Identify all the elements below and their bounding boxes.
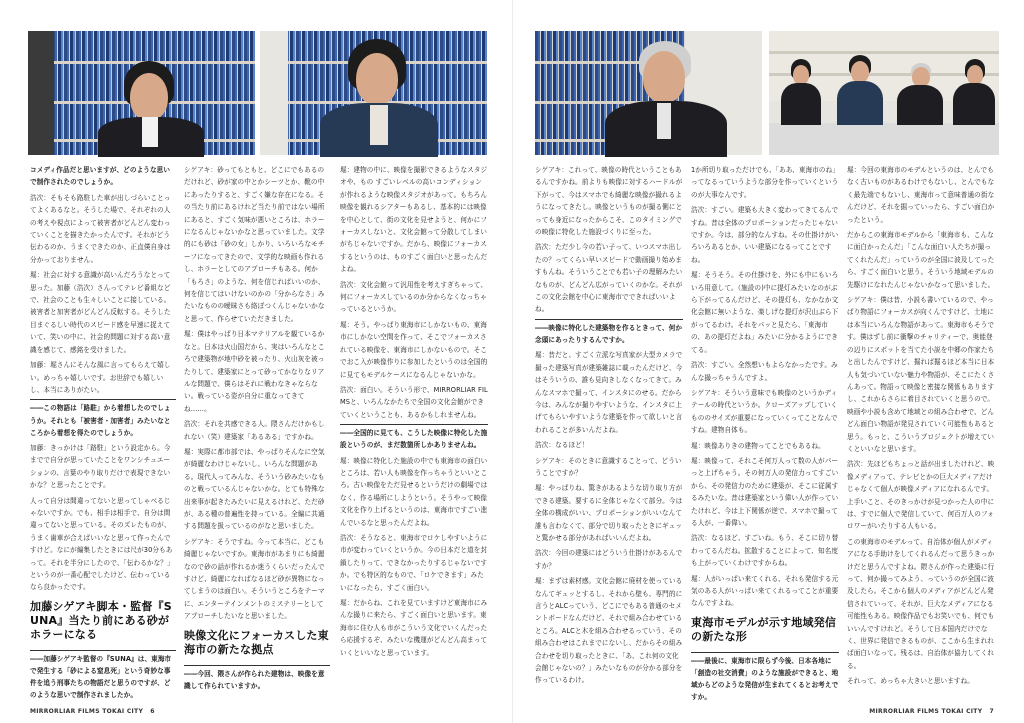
answer-paragraph: 加藤：堀さんにそんな風に言ってもらえて嬉しい。めっちゃ嬉しいです。お世辞でも嬉しいし、本当にありがたい。	[30, 361, 171, 394]
right-page	[512, 0, 1024, 723]
left-column-3	[340, 164, 488, 684]
photo-kuma-kengo	[535, 31, 762, 155]
section-heading: 加藤シゲアキ脚本・監督『SUNA』当たり前にある砂がホラーになる	[30, 599, 172, 641]
photo-kato-koji	[28, 31, 255, 155]
answer-paragraph: 堀：人がいっぱい来てくれる、それも発信する元気のある人がいっぱい来てくれるってことが重要なんですよね。	[691, 574, 839, 608]
left-column-2	[184, 164, 330, 690]
section-heading: 映像文化にフォーカスした東海市の新たな拠点	[184, 628, 329, 656]
answer-paragraph: シゲアキ：そのときに意識することって、どういうことですか？	[535, 456, 682, 477]
answer-paragraph: 堀：そう。やっぱり東海市にしかないもの、東海市にしかない空間を作って、そこでフォーカスされている映像を、東海市にしかないもので。そこでおこ入が映像作りに参加したというのは全国的に見てもモデルケースになるんじゃないかな。	[340, 320, 488, 379]
answer-paragraph: 堀：やっぱりね、驚きがあるような切り取り方ができる建築。要するに全体じゃなくて部分。今は全体の構成がいい、プロポーションがいいなんて誰も言わなくて、部分で切り取ったときにギュッと驚かせる部分があればいいんだよね。	[535, 484, 683, 542]
question-lead: ――今回、隈さんが作られた建物は、映像を意識して作られていますか。	[184, 665, 330, 692]
right-column-1	[535, 164, 683, 684]
answer-paragraph: 堀：今回の東海市のモデルというのは、とんでもなく古いものがあるわけでもないし、とんでもなく最先端でもないし、東海市って意味普通の街なんだけど、それを掘っていったら、すごい面白かったという。	[847, 166, 995, 224]
answer-paragraph: 堀：映像に特化した施設の中でも東海市の面白いところは、若い人も映像を作っちゃうといいところ。古い映像をただ見せるというだけの劇場ではなく、作る場所にしようという。そうやって映像文化を作り上げるというのは、東海市ですごい進んでいるなと思ったんだよね。	[340, 456, 488, 527]
answer-paragraph: 堀：そうそう。その仕掛けを、外にも中にもいろいろ用意して。（施設の)中に提灯みたいなのがぶら下がってるんだけど、その提灯も、なかなか文化会館に無いような、楽しげな提灯が沢山ぶら下がってるわけ。それをパッと見たら、「東海市の、あの提灯だよね」みたいに分かるようにできてる。	[691, 271, 839, 354]
answer-paragraph: 堀：昔だと、すごく立派な写真家が大型カメラで撮った建築写真が建築雑誌に載ったんだけど、今はそういうの、誰も見向きしなくなってきて。みんなスマホで撮って、インスタにのせる。だから今は、みんなが撮りやすいような、インスタに上げてもらいやすいような建築を作って欲しいと言われることが多いんだよね。	[535, 351, 683, 434]
photo-group-table	[769, 31, 999, 155]
answer-paragraph: 浩次：すごい。建築も大きく変わってきてるんですね。昔は全体のプロポーションだったじゃないですか。今は、部分的なんすね。その仕掛けがいろいろあるとか、いい建築になるってことですね。	[691, 206, 839, 264]
answer-paragraph: 堀：社会に対する意識が高いんだろうなとって思った。加藤（浩次）さんってテレビ番組などで、社会のことも生々しいことに接している。被害者と加害者がどんどん反転する。そうした目まぐるしい時代のスピード感を早速に捉えていて、笑いの中に、社会的問題に対する高い意識を感じて、感銘を受けました。	[30, 271, 171, 354]
right-column-2	[691, 164, 839, 702]
answer-paragraph: 堀：まずは素材感。文化会館に廃材を使っているなんてギュッとするし、それから壁も、専門的に言うとALCっていう、どこにでもある普通のセメントボードなんだけど、それで組み合わせているところ。ALCと木を組み合わせるっていう、その組み合わせはこれまでにないし、だからその組み合わせを切り取ったときに、「あ、これ何の文化会館じゃないの？」みたいなものが分かる部分を作っているわけ。	[535, 577, 683, 685]
answer-paragraph: 浩次：先ほどもちょっと話が出ましたけれど、映像メディアって、テレビとかの巨大メディアだけじゃなくて個人が映像メディアになれるんです。上手いこと、そのきっかけが見つかった人の中には、すでに個人で発信していて、何百万人のフォロワーがいたりする人もいる。	[847, 460, 995, 531]
answer-paragraph: 浩次：なるほど、すごいね。もう、そこに切り替わってるんだね。拡散することによって、知名度も上がっていくわけですからね。	[691, 534, 839, 568]
answer-paragraph: だからこの東海市モデルから「東海市も、こんなに面白かったんだ」「こんな面白い人たちが撮ってくれたんだ」っていうのが全国に波及してったら、すごく面白いと思う。そういう地域モデルの先駆けになれたんじゃないかなって思いました。	[847, 231, 995, 289]
answer-paragraph: 浩次：ただ少し今の若い子って、いつスマホ出したの？ってくらい早いスピードで動画撮り始めますもんね。そういうことでも若い子の理解みたいなものが、どんどん広がっていくのかな。それがこの文化会館を中心に東海市でできればいいよね。	[535, 243, 683, 314]
answer-paragraph: 堀：だからね、これを見ていますけど東海市にみんな撮りに来たら、すごく面白いと思います。東海市に住む人も市がこういう文化でいくんだったら応援するぞ、みたいな機運がどんどん高まっていくといいなと思っています。	[340, 599, 488, 657]
answer-paragraph: それって、めっちゃ大きいと思いますね。	[847, 677, 974, 686]
question-text: コメディ作品だと思いますが、どのような思いで制作されたのでしょうか。	[30, 166, 171, 187]
answer-paragraph: シゲアキ：これって、映像の時代ということもあるんですかね。前よりも映像に対するハードルが下がって、今はスマホでも綺麗な映像が撮れるようになってきたし。映像というものが撮る側にとっても身近になったからこそ、このタイミングでの映像に特化した施設づくりに至った。	[535, 166, 683, 237]
answer-paragraph: シゲアキ：僕は昔、小説も書いているので、やっぱり物語にフォーカスが向くんですけど、土地には本当にいろんな物語があって。東海市もそうです。僕はずし前に衝撃のチャリティーで、奥能登の辺りにスポットを当てた小説を中郷の作家たちと出したんですけど、掘れば掘るほど本当に日本人も気づいていない魅力や物語が、そこにたくさんあって。物語って映像と密接な関係もありますし、これからさらに着目されていくと思うので。映画や小説も含めて地域との組み合わせで、どんどん面白い物語が発見されていく可能性もあると思う。もっと、こういうプロジェクトが増えていくといいなと思います。	[847, 296, 995, 453]
section-heading: 東海市モデルが示す地域発信の新たな形	[691, 615, 837, 643]
answer-paragraph: この東海市のモデルって、自治体が個人がメディアになる手助けをしてくれるんだって思うきっかけだと思うんですよね。隈さんが作った建築に行って、何か撮ってみよう、っていうのが全国に波及したら。そこから個人のメディアがどんどん発信されていって、それが、巨大なメディアになる可能性もある。映像作品でもお笑いでも、何でもいいんですけれど。そうして日本国内だけでなく、世界に発信できるものが、ここから生まれれば面白いなって。残るは、自治体が協力してくれる。	[847, 537, 995, 670]
page-footer	[869, 708, 994, 715]
answer-paragraph: 浩次：今回の建築にはどういう仕掛けがあるんですか？	[535, 549, 683, 570]
question-lead: ――映像に特化した建築物を作るときって、何か念頭にあったりするんですか。	[535, 319, 683, 346]
answer-paragraph: 浩次：そうなると、東海市でロケしやすいように市が変わっていくというか。今の日本だと道を封鎖したりって、できなかったりするじゃないですか。でも特区的なもので、「ロケできます」みたいになったら、すごく面白い。	[340, 533, 488, 592]
right-column-3	[847, 164, 997, 684]
answer-paragraph: 堀：僕はやっぱり日本マテリアルを観ているかなと。日本は火山国だから、実はいろんなところで建築物が地中砂を被ったり、火山灰を被ったりして、建築家にとって砂ってかなりなリアルな問題で、僕らはそれに戦わなきゃならない。戦っている姿が自分に重なってきてね……。	[184, 330, 325, 413]
answer-paragraph: 人って自分は間違ってないと思ってしゃべるじゃないですか。でも、相手は相手で、自分は間違ってないと思っている。そのズレたものが、うまく歯車が合えばいいなと思って作ったんですけど。なにが編集したときには尺が30分もあって。それを半分にしたので、「伝わるかな？」というのが一番心配でしたけど、伝わっているなら良かったです。	[30, 496, 174, 592]
page-footer	[30, 708, 155, 715]
photo-kato-shigeaki	[260, 31, 487, 155]
page-number: 7	[989, 708, 994, 715]
question-lead: ――加藤シゲアキ監督の『SUNA』は、東海市で発生する「砂による窒息死」という奇妙な事件を追う刑事たちの物語だと思うのですが、どのような思いで制作されましたか。	[30, 650, 176, 702]
page-number: 6	[150, 708, 155, 715]
question-lead: ――この物語は「路駐」から着想したのでしょうか。それとも「被害者・加害者」みたいなところから着想を得たのでしょうか。	[30, 399, 176, 439]
answer-paragraph: 浩次：それを共感できる人。隈さんだけかもしれない（笑）建築家「あるある」ですかね。	[184, 420, 325, 441]
answer-paragraph: 浩次：なるほど！	[535, 441, 589, 450]
answer-paragraph: 浩次：面白い。そういう形で、MIRRORLIAR FILMSと、いろんなかたちで全国の文化会館ができていくということも、あるかもしれませんね。	[340, 385, 488, 419]
question-lead: ――全国的に見ても、こうした映像に特化した施設というのが、まだ数箇所しかありませんね。	[340, 424, 488, 451]
answer-paragraph: 1か所切り取っただけでも、「ああ、東海市のね」ってなるっていうような部分を作っていくというのが大事なんです。	[691, 166, 839, 199]
answer-paragraph: 浩次：文化会館って汎用性を考えすぎちゃって、何にフォーカスしているのか分からなくなっちゃっているというか。	[340, 280, 488, 314]
footer-brand: MIRRORLIAR FILMS TOKAI CITY	[869, 708, 983, 715]
left-column-1	[30, 164, 176, 700]
answer-paragraph: 浩次：そもそも路駐した車が出しづらいことってよくあるなと。そうした場で、それぞれの人の考えや視点によって被害者がどんどん変わっていくことを描きたかったんです。それがどう伝わるのか、うまくできたのか、正直僕自身は分かっておりません。	[30, 193, 171, 264]
answer-paragraph: 堀：建物の中に、映像を撮影できるようなスタジオや、もの すごいレベルの高いコンディションが作れるような映像スタジオがあって。もちろん映像を観れるシアターもあるし、基本的には映像を中心として、街の文化を見せようと、何かにフォーカスしないと、文化会館って分散してしまいがちじゃないですか。だから、映像にフォーカスするというのは、ものすごく面白いと思ったんだよね。	[340, 166, 488, 274]
answer-paragraph: 加藤：きっかけは「路駐」という設定から。今までで自分が思っていたことをワンシチュエーションの、言葉のやり取りだけで表現できないかな？と思ったことです。	[30, 443, 171, 490]
question-lead: ――最後に、東海市に限らず今後、日本各地に「創造の社交消費」のような施設ができると、地域からどのような発信が生まれてくるとお考えですか。	[691, 652, 839, 704]
answer-paragraph: シゲアキ：そういう意味でも映像のというかディテールの時代というか。クローズアップしていくもののサイズが重要になっていくってことなんですね。建物自体も。	[691, 388, 838, 435]
answer-paragraph: 浩次：すごい。全然想いもよらなかったです。みんな撮っちゃうんですよ。	[691, 361, 838, 382]
answer-paragraph: シゲアキ：そうですね。今って本当に、どこも綺麗じゃないですか。東海市があまりにも綺麗なので砂の話が作れるか迷うくらいだったんですけど、綺麗になればなるほど砂が異物になってしまうのは面白い。そういうところをテーマに、エンターテインメントのミステリーとしてアプローチしたいなと思いました。	[184, 537, 325, 621]
answer-paragraph: シゲアキ：砂ってもともと、どこにでもあるのだけれど、砂が家の中とかシーツとか、靴の中にあったりすると、すごく嫌な存在になる。その当たり前にあるけれど当たり前ではない場所にあると、すごく気味が悪いところは、ホラーになるんじゃないかなと思っていました。文学的にも砂は「砂の女」しかり、いろいろなモチーフになってきたので、文学的な映画も作れるし、ホラーとしてのアプローチもある。何か「もろさ」のような、何を信じればいいのか、何を信じてはいけないのかの「分からなさ」みたいなものの曖昧さも絡ぼつくんじゃないかなと思って、作らせていただきました。	[184, 166, 325, 323]
answer-paragraph: 堀：映像って、それこそ何万人って数の人がパーっと上げちゃう。その何万人の発信力ってすごいから、その発信力のために建築が、そこに従属するみたいな。昔は建築家という偉い人が作っていたけれど、今は上下関係が逆で、スマホで撮ってる人が、一番偉い。	[691, 456, 839, 527]
answer-paragraph: 堀：実際に都市部では、やっぱりそんなに空気が綺麗なわけじゃないし、いろんな問題がある。現代人ってみんな、そういう砂みたいなものと戦っているんじゃないかな。とても特殊な出来事が起きたみたいに見えるけれど、ただ砂が、ある種の普遍性を持っている。全編に共通する問題を扱っているのがなと思いました。	[184, 447, 325, 531]
footer-brand: MIRRORLIAR FILMS TOKAI CITY	[30, 708, 144, 715]
answer-paragraph: 堀：映像ありきの建物ってことでもあるね。	[691, 441, 825, 450]
